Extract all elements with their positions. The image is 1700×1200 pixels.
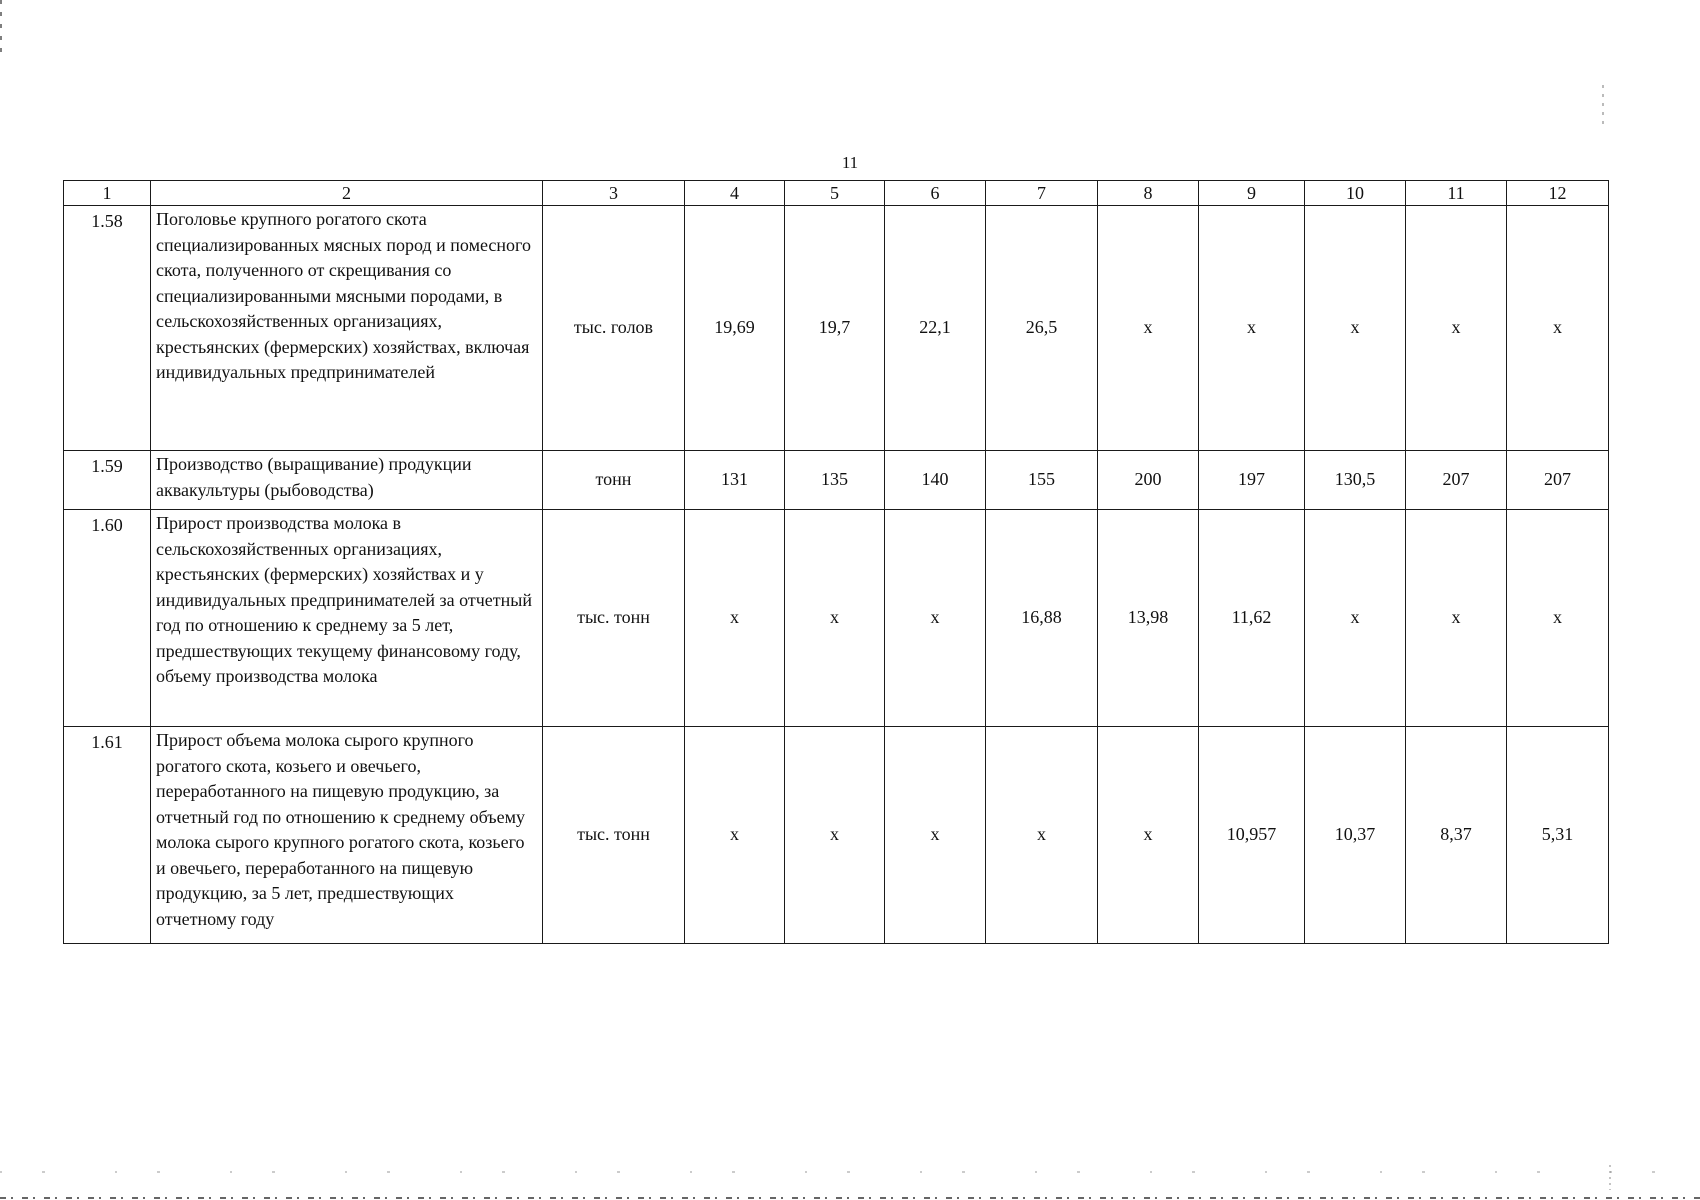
unit-cell: тыс. тонн [543,510,685,727]
page-number: 11 [841,153,859,172]
row-number: 1.58 [64,206,151,451]
value-cell: x [885,510,986,727]
column-number: 8 [1098,181,1199,206]
column-number: 5 [785,181,885,206]
value-cell: 16,88 [986,510,1098,727]
indicator-name: Прирост производства молока в сельскохозяйственных организациях, крестьянских (фермерских) хозяйствах и у индивидуальных предпринимателей за отчетный год по отношению к среднему за 5 лет, предшествующих текущему финансовому году, объему производства молока [151,510,543,727]
column-number: 11 [1406,181,1507,206]
column-number: 12 [1507,181,1609,206]
value-cell: 19,69 [685,206,785,451]
unit-cell: тонн [543,451,685,510]
value-cell: x [685,727,785,944]
column-number: 3 [543,181,685,206]
table-row [64,510,1609,727]
value-cell: 140 [885,451,986,510]
value-cell: 200 [1098,451,1199,510]
value-cell: x [1406,206,1507,451]
value-cell: 207 [1406,451,1507,510]
value-cell: 130,5 [1305,451,1406,510]
unit-cell: тыс. голов [543,206,685,451]
row-number: 1.59 [64,451,151,510]
value-cell: 155 [986,451,1098,510]
value-cell: x [1507,510,1609,727]
column-number: 7 [986,181,1098,206]
value-cell: 135 [785,451,885,510]
value-cell: x [685,510,785,727]
indicator-name: Прирост объема молока сырого крупного рогатого скота, козьего и овечьего, переработанного на пищевую продукцию, за отчетный год по отношению к среднему объему молока сырого крупного рогатого скота, козьего и овечьего, переработанного на пищевую продукцию, за 5 лет, предшествующих отчетному году [151,727,543,944]
table-row [64,206,1609,451]
row-number: 1.61 [64,727,151,944]
value-cell: x [1305,206,1406,451]
value-cell: 131 [685,451,785,510]
value-cell: x [1199,206,1305,451]
indicators-table [63,180,1609,944]
column-number: 9 [1199,181,1305,206]
value-cell: x [785,510,885,727]
value-cell: x [1507,206,1609,451]
value-cell: x [1305,510,1406,727]
value-cell: 19,7 [785,206,885,451]
value-cell: 10,957 [1199,727,1305,944]
value-cell: 8,37 [1406,727,1507,944]
value-cell: x [986,727,1098,944]
indicator-name: Поголовье крупного рогатого скота специализированных мясных пород и помесного скота, полученного от скрещивания со специализированными мясными породами, в сельскохозяйственных организациях, крестьянских (фермерских) хозяйствах, включая индивидуальных предпринимателей [151,206,543,451]
value-cell: 11,62 [1199,510,1305,727]
column-number: 10 [1305,181,1406,206]
value-cell: 207 [1507,451,1609,510]
value-cell: x [1406,510,1507,727]
value-cell: x [785,727,885,944]
value-cell: 26,5 [986,206,1098,451]
row-number: 1.60 [64,510,151,727]
column-number: 1 [64,181,151,206]
value-cell: 10,37 [1305,727,1406,944]
value-cell: 197 [1199,451,1305,510]
column-number: 6 [885,181,986,206]
unit-cell: тыс. тонн [543,727,685,944]
value-cell: x [1098,727,1199,944]
column-number: 4 [685,181,785,206]
value-cell: 22,1 [885,206,986,451]
indicator-name: Производство (выращивание) продукции аквакультуры (рыбоводства) [151,451,543,510]
value-cell: 13,98 [1098,510,1199,727]
table-row [64,451,1609,510]
table-row [64,727,1609,944]
column-numbers-row [64,181,1609,206]
value-cell: x [1098,206,1199,451]
value-cell: x [885,727,986,944]
value-cell: 5,31 [1507,727,1609,944]
column-number: 2 [151,181,543,206]
